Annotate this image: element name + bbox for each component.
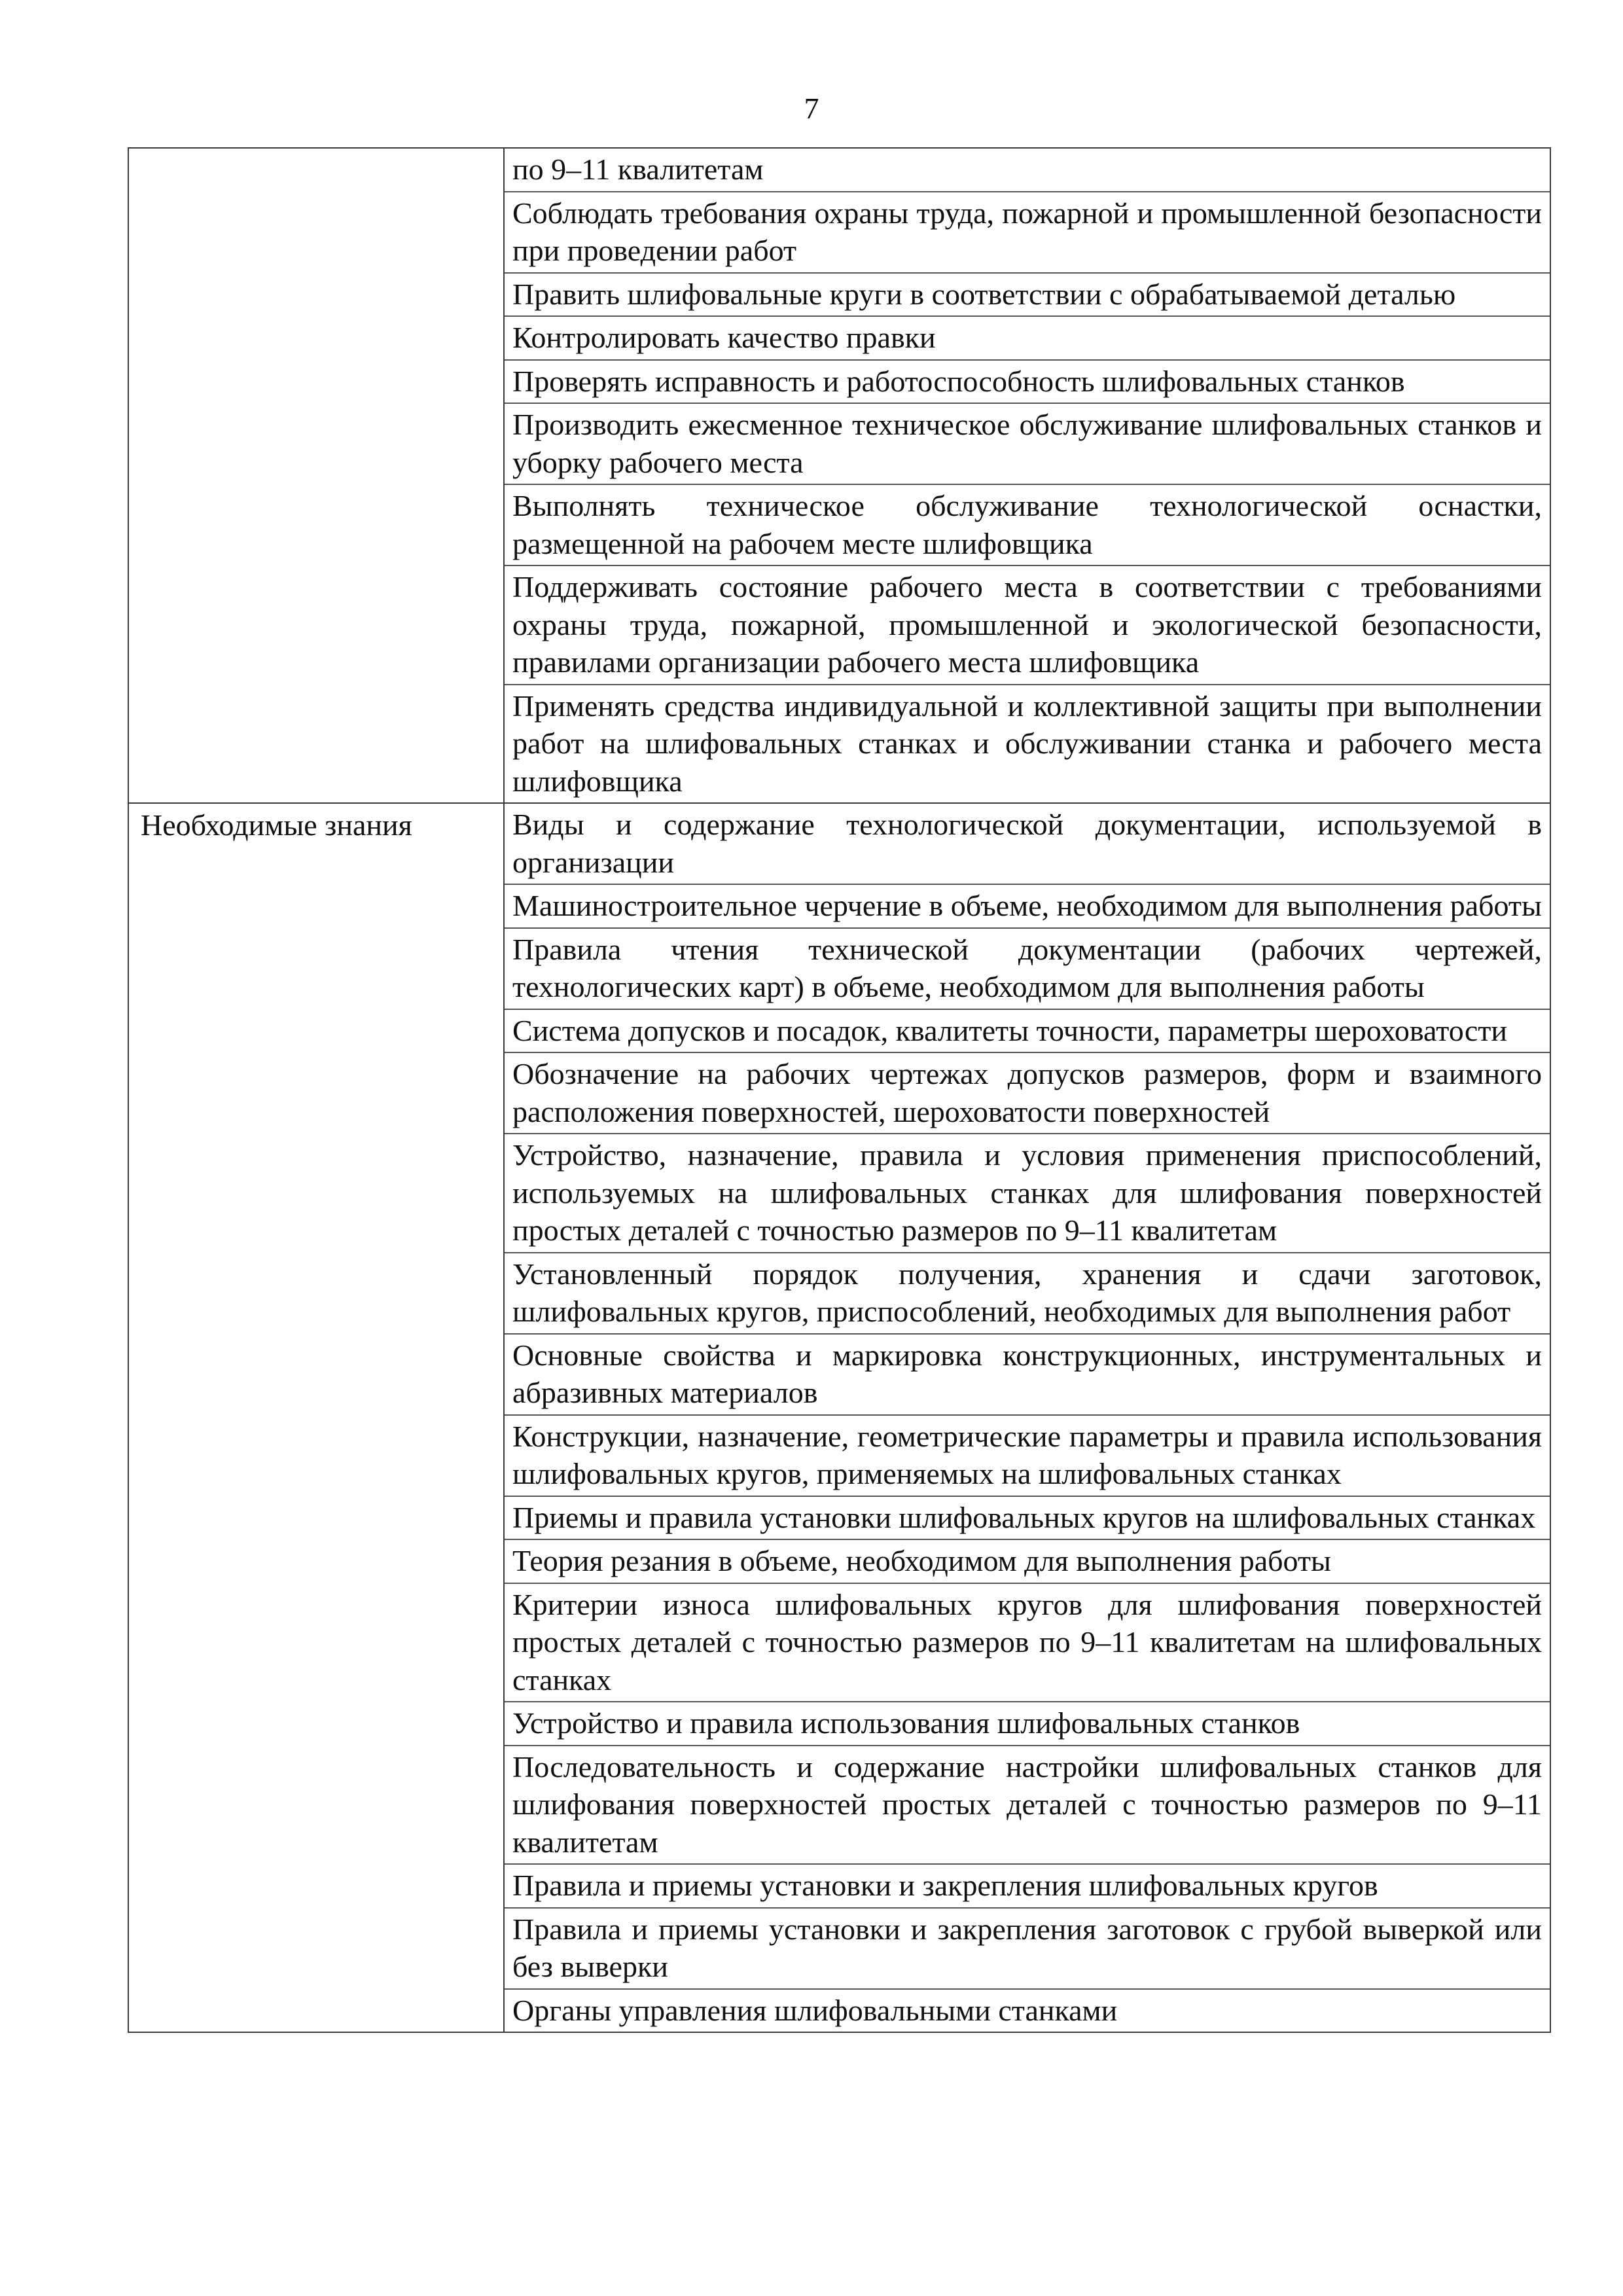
page-number: 7 <box>804 92 819 125</box>
list-item: Основные свойства и маркировка конструкционных, инструментальных и абразивных материалов <box>505 1335 1550 1416</box>
list-item: Контролировать качество правки <box>505 317 1550 361</box>
list-item: Править шлифовальные круги в соответствии с обрабатываемой деталью <box>505 274 1550 317</box>
row-items <box>504 148 1550 803</box>
table-row-knowledge <box>128 803 1550 2032</box>
list-item: по 9–11 квалитетам <box>505 149 1550 192</box>
row-label: Необходимые знания <box>128 803 504 2032</box>
list-item: Соблюдать требования охраны труда, пожарной и промышленной безопасности при проведении работ <box>505 192 1550 274</box>
list-item: Приемы и правила установки шлифовальных кругов на шлифовальных станках <box>505 1497 1550 1541</box>
list-item: Производить ежесменное техническое обслуживание шлифовальных станков и уборку рабочего места <box>505 404 1550 485</box>
list-item: Конструкции, назначение, геометрические параметры и правила использования шлифовальных кругов, применяемых на шлифовальных станках <box>505 1416 1550 1497</box>
list-item: Критерии износа шлифовальных кругов для шлифования поверхностей простых деталей с точностью размеров по 9–11 квалитетам на шлифовальных станках <box>505 1584 1550 1703</box>
list-item: Установленный порядок получения, хранения и сдачи заготовок, шлифовальных кругов, приспособлений, необходимых для выполнения работ <box>505 1253 1550 1335</box>
list-item: Виды и содержание технологической документации, используемой в организации <box>505 804 1550 885</box>
list-item: Правила и приемы установки и закрепления заготовок с грубой выверкой или без выверки <box>505 1909 1550 1990</box>
list-item: Правила чтения технической документации (рабочих чертежей, технологических карт) в объеме, необходимом для выполнения работы <box>505 929 1550 1010</box>
list-item: Поддерживать состояние рабочего места в соответствии с требованиями охраны труда, пожарной, промышленной и экологической безопасности, правилами организации рабочего места шлифовщика <box>505 566 1550 685</box>
row-items <box>504 803 1550 2032</box>
list-item: Органы управления шлифовальными станками <box>512 1993 1118 2027</box>
requirements-table <box>128 147 1551 2033</box>
list-item: Устройство, назначение, правила и условия применения приспособлений, используемых на шлифовальных станках для шлифования поверхностей простых деталей с точностью размеров по 9–11 квалитетам <box>505 1134 1550 1253</box>
list-item: Выполнять техническое обслуживание технологической оснастки, размещенной на рабочем месте шлифовщика <box>505 485 1550 566</box>
list-item: Теория резания в объеме, необходимом для выполнения работы <box>505 1540 1550 1584</box>
list-item: Последовательность и содержание настройки шлифовальных станков для шлифования поверхностей простых деталей с точностью размеров по 9–11 квалитетам <box>505 1746 1550 1865</box>
list-item: Обозначение на рабочих чертежах допусков размеров, форм и взаимного расположения поверхностей, шероховатости поверхностей <box>505 1053 1550 1134</box>
list-item: Машиностроительное черчение в объеме, необходимом для выполнения работы <box>505 885 1550 929</box>
list-item: Система допусков и посадок, квалитеты точности, параметры шероховатости <box>505 1010 1550 1054</box>
list-item: Проверять исправность и работоспособность шлифовальных станков <box>505 361 1550 404</box>
list-item: Правила и приемы установки и закрепления шлифовальных кругов <box>505 1865 1550 1909</box>
list-item: Применять средства индивидуальной и коллективной защиты при выполнении работ на шлифовальных станках и обслуживании станка и рабочего места шлифовщика <box>512 689 1542 798</box>
list-item: Устройство и правила использования шлифовальных станков <box>505 1702 1550 1746</box>
row-label <box>128 148 504 803</box>
table-row-skills <box>128 148 1550 803</box>
